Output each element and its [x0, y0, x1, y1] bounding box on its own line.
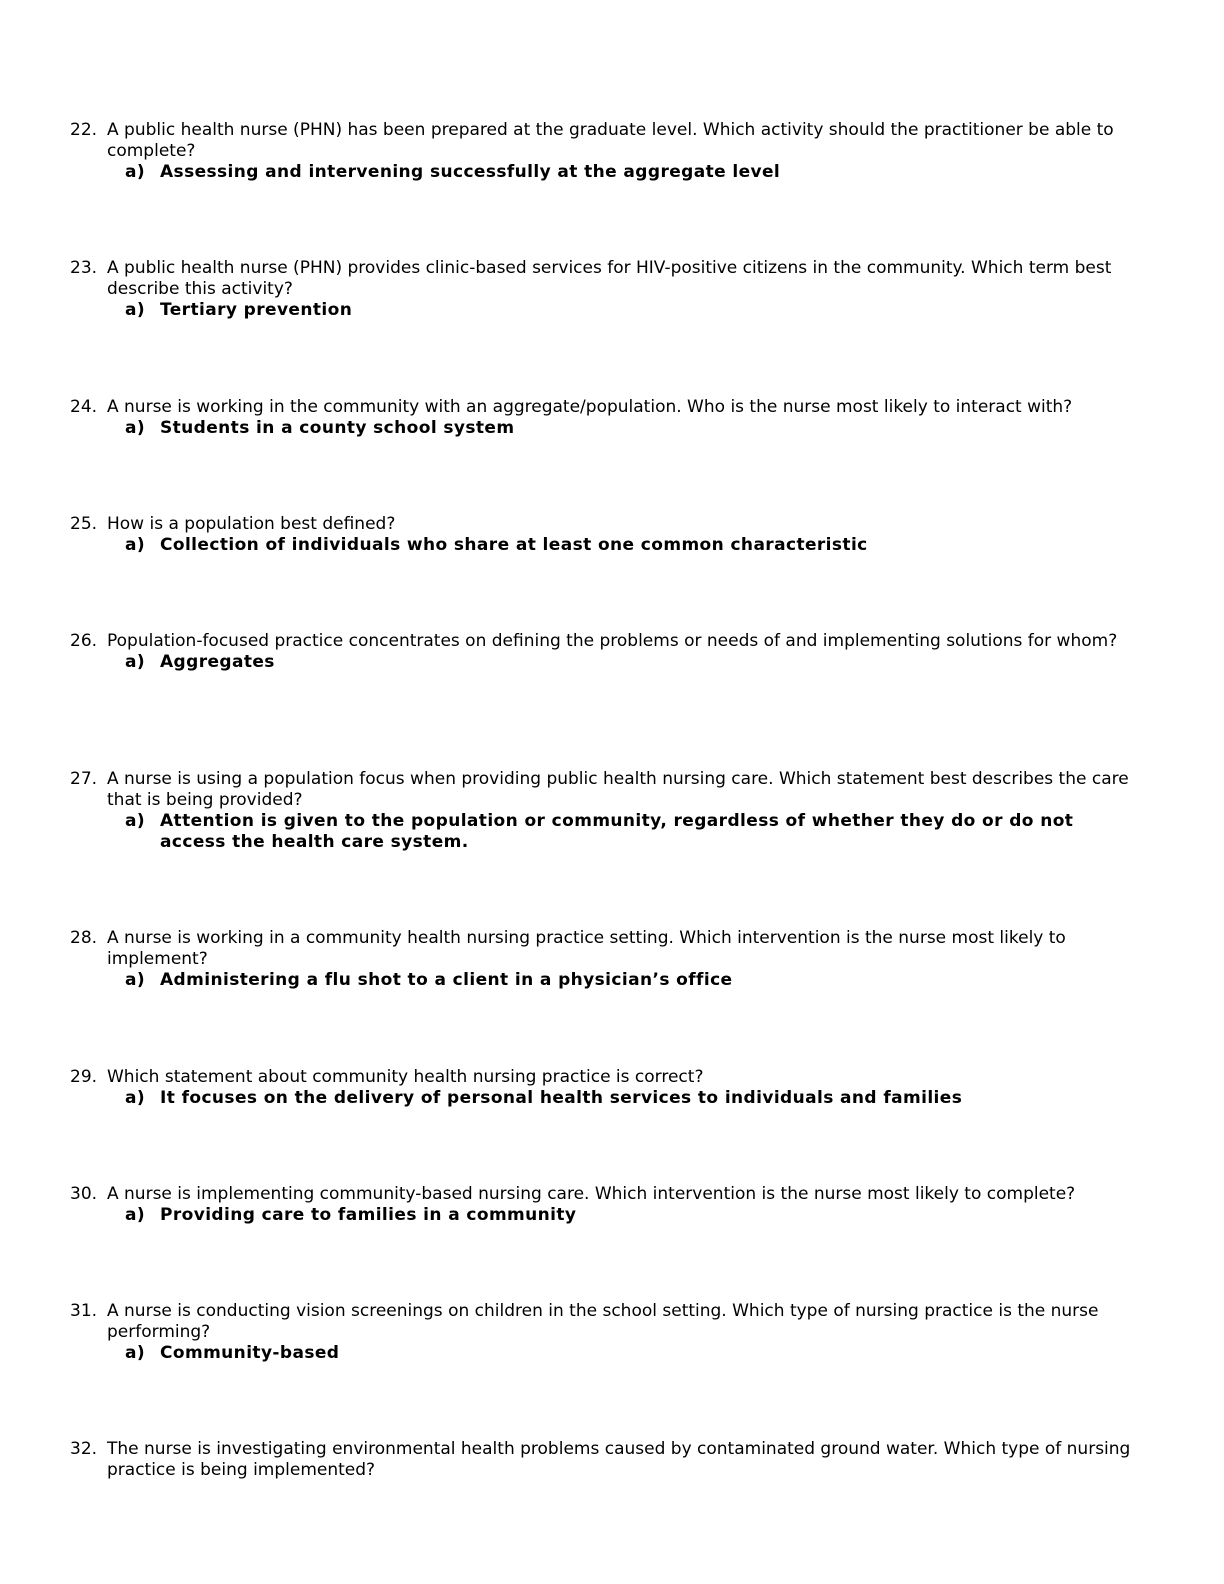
answer-letter: a) [125, 1205, 146, 1225]
question-number: 25. [70, 514, 98, 534]
question-number: 24. [70, 397, 98, 417]
question-number: 27. [70, 769, 98, 789]
question-text: How is a population best defined? [107, 514, 396, 534]
answer-letter: a) [125, 970, 146, 990]
answer-letter: a) [125, 162, 146, 182]
answer [125, 162, 1150, 183]
question-number: 23. [70, 258, 98, 278]
answer-text: Attention is given to the population or community, regardless of whether they do or do not access the health care system. [160, 811, 1074, 852]
answer [125, 418, 1150, 439]
answer-text: Tertiary prevention [160, 300, 353, 320]
question-22 [70, 120, 1150, 183]
question-text: A nurse is using a population focus when providing public health nursing care. Which statement best describes the care that is being provided? [107, 769, 1129, 810]
question-23 [70, 258, 1150, 321]
question-number: 22. [70, 120, 98, 140]
answer-letter: a) [125, 300, 146, 320]
answer-text: Community-based [160, 1343, 340, 1363]
question-number: 32. [70, 1439, 98, 1459]
answer [125, 535, 1150, 556]
answer-text: Aggregates [160, 652, 275, 672]
question-29 [70, 1067, 1150, 1109]
question-28 [70, 928, 1150, 991]
answer [125, 970, 1150, 991]
answer-letter: a) [125, 418, 146, 438]
question-32 [70, 1439, 1150, 1481]
question-text: A nurse is working in a community health nursing practice setting. Which intervention is the nurse most likely to implement? [107, 928, 1066, 969]
answer-letter: a) [125, 811, 146, 831]
question-27 [70, 769, 1150, 853]
question-26 [70, 631, 1150, 673]
answer-text: Collection of individuals who share at least one common characteristic [160, 535, 868, 555]
answer-text: It focuses on the delivery of personal health services to individuals and families [160, 1088, 963, 1108]
question-25 [70, 514, 1150, 556]
answer [125, 300, 1150, 321]
answer [125, 1205, 1150, 1226]
answer-text: Assessing and intervening successfully at the aggregate level [160, 162, 781, 182]
answer [125, 811, 1150, 853]
answer [125, 652, 1150, 673]
question-text: A public health nurse (PHN) provides clinic-based services for HIV-positive citizens in the community. Which term best describe this activity? [107, 258, 1112, 299]
question-text: Population-focused practice concentrates on defining the problems or needs of and implementing solutions for whom? [107, 631, 1118, 651]
question-text: A public health nurse (PHN) has been prepared at the graduate level. Which activity should the practitioner be able to complete? [107, 120, 1114, 161]
question-number: 28. [70, 928, 98, 948]
answer-text: Providing care to families in a community [160, 1205, 577, 1225]
answer-letter: a) [125, 535, 146, 555]
question-number: 29. [70, 1067, 98, 1087]
answer-letter: a) [125, 652, 146, 672]
answer-letter: a) [125, 1343, 146, 1363]
question-number: 30. [70, 1184, 98, 1204]
question-text: A nurse is conducting vision screenings on children in the school setting. Which type of nursing practice is the nurse performing? [107, 1301, 1099, 1342]
question-number: 26. [70, 631, 98, 651]
answer-text: Administering a flu shot to a client in a physician’s office [160, 970, 733, 990]
answer [125, 1088, 1150, 1109]
question-31 [70, 1301, 1150, 1364]
question-24 [70, 397, 1150, 439]
question-number: 31. [70, 1301, 98, 1321]
question-text: A nurse is working in the community with an aggregate/population. Who is the nurse most likely to interact with? [107, 397, 1073, 417]
question-text: Which statement about community health nursing practice is correct? [107, 1067, 704, 1087]
question-text: The nurse is investigating environmental health problems caused by contaminated ground water. Which type of nursing practice is being implemented? [107, 1439, 1131, 1480]
answer [125, 1343, 1150, 1364]
answer-text: Students in a county school system [160, 418, 515, 438]
question-text: A nurse is implementing community-based nursing care. Which intervention is the nurse most likely to complete? [107, 1184, 1076, 1204]
question-30 [70, 1184, 1150, 1226]
answer-letter: a) [125, 1088, 146, 1108]
